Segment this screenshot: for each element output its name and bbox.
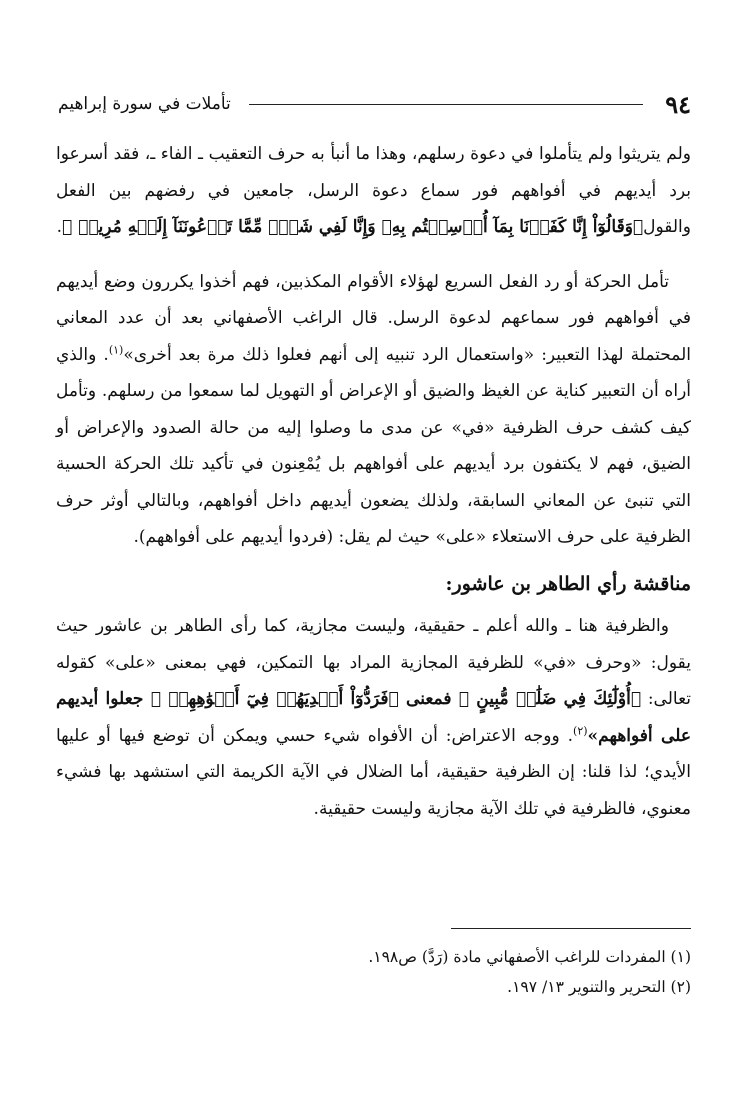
paragraph-2 [56, 264, 691, 556]
paragraph-3-text-a: والظرفية هنا ـ والله أعلم ـ حقيقية، وليست مجازية، كما رأى الطاهر بن عاشور حيث يقول: «وحرف «في» للظرفية المجازية المراد بها التمكين، فهي بمعنى «على» كقوله تعالى: [56, 616, 692, 709]
paragraph-1-end: . [56, 217, 63, 237]
running-title: تأملات في سورة إبراهيم [58, 94, 231, 114]
paragraph-1-text: ولم يتريثوا ولم يتأملوا في دعوة رسلهم، وهذا ما أنبأ به حرف التعقيب ـ الفاء ـ، فقد أسرعوا برد أيديهم في أفواههم فور سماع دعوة الرسل، جامعين في رفضهم بين الفعل والقول [56, 144, 691, 237]
quran-verse: ﴿أُوْلَٰٓئِكَ فِي ضَلَٰلٖ مُّبِينٍ ﴾ [458, 689, 642, 709]
section-heading: مناقشة رأي الطاهر بن عاشور: [445, 572, 691, 595]
page-number: ٩٤ [665, 89, 691, 119]
paragraph-2-text-a: تأمل الحركة أو رد الفعل السريع لهؤلاء الأقوام المكذبين، فهم أخذوا يكررون وضع أيديهم في أفواههم فور سماعهم لدعوة الرسل. قال الراغب الأصفهاني بعد أن عدد المعاني المحتملة لهذا التعبير: «واستعمال الرد تنبيه إلى أنهم فعلوا ذلك مرة بعد أخرى» [56, 271, 692, 365]
header-rule [249, 104, 643, 105]
paragraph-3-mid-1: فمعنى [398, 689, 459, 709]
body-text [56, 136, 691, 827]
paragraph-3 [56, 608, 691, 827]
footnote-1: (١) المفردات للراغب الأصفهاني مادة (رَدَّ) ص١٩٨. [368, 948, 691, 966]
footnote-rule [451, 928, 691, 929]
quran-verse: ﴿وَقَالُوٓاْ إِنَّا كَفَرۡنَا بِمَآ أُرۡسِلۡتُم بِهِۦ وَإِنَّا لَفِي شَكّٖ مِّمَّا تَدۡعُونَنَآ إِلَيۡهِ مُرِيبٖ ﴾ [62, 217, 644, 237]
paragraph-3-text-b: . ووجه الاعتراض: أن الأفواه شيء حسي ويمكن أن توضع فيها أو عليها الأيدي؛ لذا قلنا: إن الظرفية حقيقية، أما الضلال في الآية الكريمة التي استشهد بها فشيء معنوي، فالظرفية في تلك الآية مجازية وليست حقيقية. [56, 725, 691, 819]
quran-verse: ﴿فَرَدُّوٓاْ أَيۡدِيَهُمۡ فِيٓ أَفۡوَٰهِهِمۡ ﴾ [150, 689, 399, 709]
footnotes [56, 942, 691, 1002]
footnote-ref-1: (١) [108, 342, 124, 356]
paragraph-3-mid-2: جعلوا أيديهم على أفواههم» [56, 689, 691, 746]
paragraph-2-text-b: . والذي أراه أن التعبير كناية عن الغيظ والضيق أو الإعراض أو التهويل لما سمعوا من رسلهم. وتأمل كيف كشف حرف الظرفية «في» عن مدى ما وصلوا إليه من حالة الصدود والإعراض أو الضيق، فهم لا يكتفون برد أيديهم على أفواههم بل يُمْعِنون في تأكيد تلك الحركة الحسية التي تنبئ عن المعاني السابقة، ولذلك يضعون أيديهم داخل أفواههم، وبالتالي أوثر حرف الظرفية على حرف الاستعلاء «على» حيث لم يقل: (فردوا أيديهم على أفواههم). [56, 344, 691, 547]
footnote-ref-2: (٢) [573, 723, 588, 737]
footnote-2: (٢) التحرير والتنوير ١٣/ ١٩٧. [507, 978, 691, 996]
page-header [58, 84, 691, 124]
paragraph-1 [56, 136, 691, 246]
